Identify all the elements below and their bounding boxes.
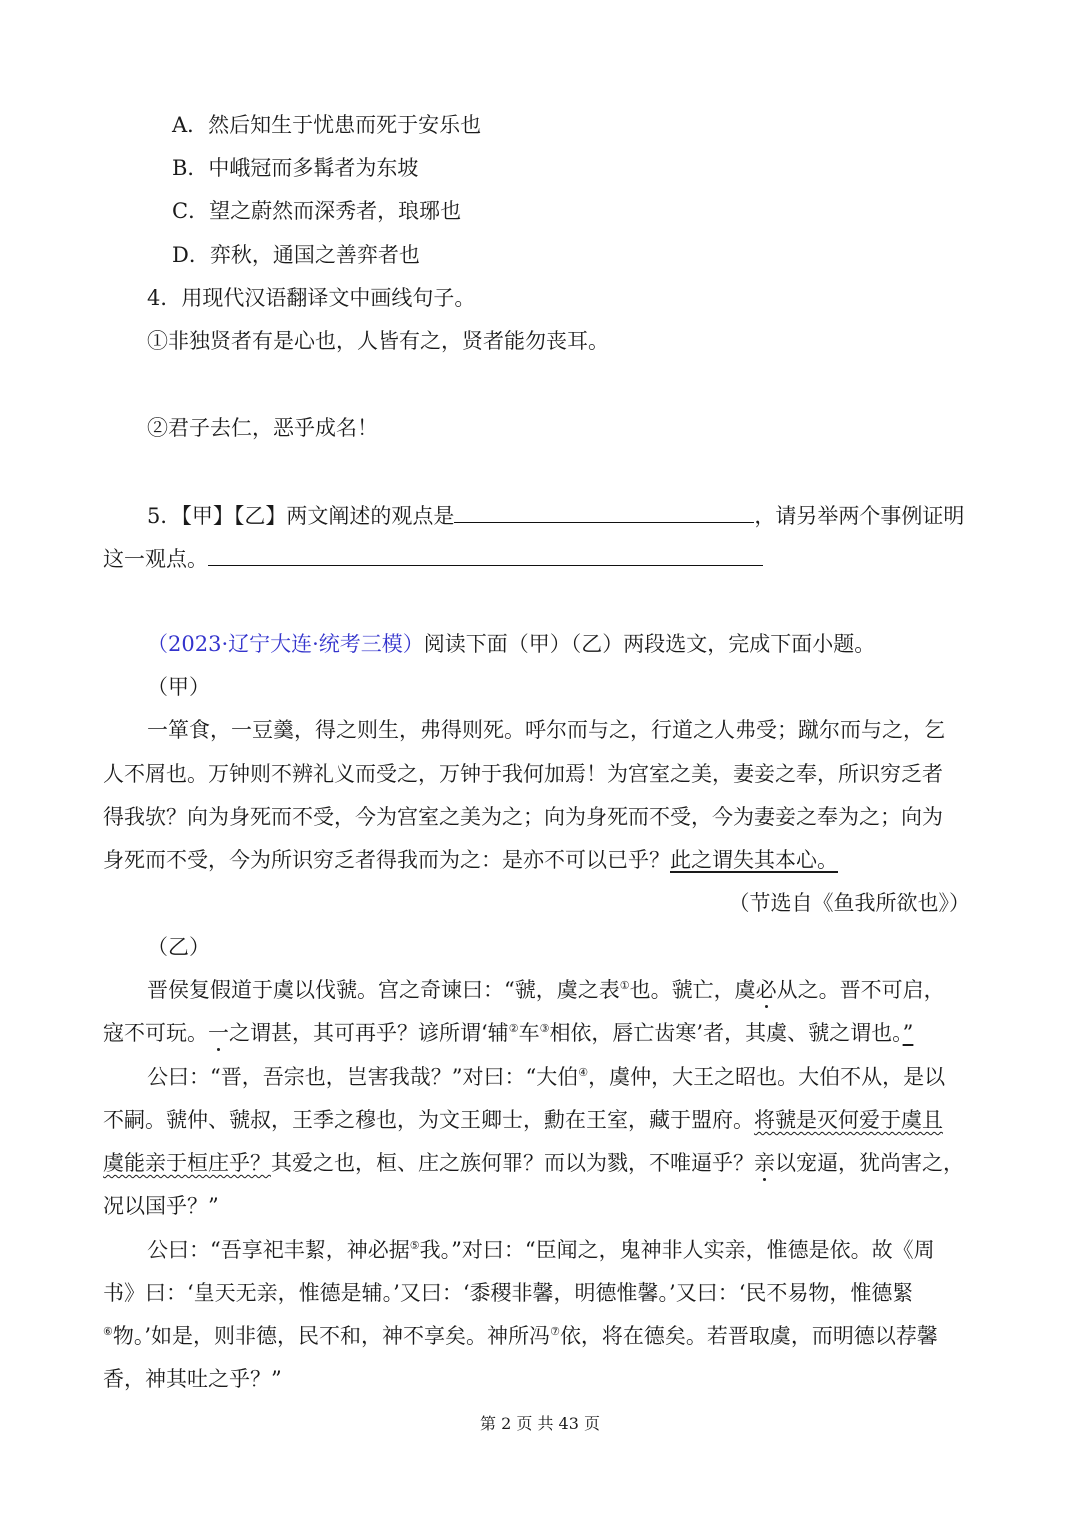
option-d: D．弈秋，通国之善弈者也 [172, 243, 420, 267]
passage-text: 从之。晋不可启， [776, 978, 945, 1002]
source-tag: （2023·辽宁大连·统考三模） [147, 632, 424, 656]
passage-text: 以宠逼，犹尚害之， [775, 1151, 964, 1175]
passage-yi-line-5 [103, 1148, 964, 1178]
question-4-sentence-1: ①非独贤者有是心也，人皆有之，贤者能勿丧耳。 [147, 329, 609, 353]
passage-yi-line-3 [147, 1062, 945, 1092]
underlined-mark: ” [902, 1021, 914, 1045]
passage-text: ，虞仲，大王之昭也。大伯不从，是以 [588, 1065, 946, 1089]
option-c: C．望之蔚然而深秀者，琅琊也 [172, 199, 462, 223]
emphasis-dot-char: 必 [755, 978, 777, 1002]
passage-text: 寇不可玩。 [103, 1021, 208, 1045]
footnote-marker: ④ [578, 1066, 589, 1079]
footnote-marker: ① [619, 979, 630, 992]
passage-text: 公曰：“吾享祀丰絜，神必据 [147, 1238, 410, 1262]
passage-text: 依，将在德矣。若晋取虞，而明德以荐馨 [559, 1324, 938, 1348]
passage-text: 公曰：“晋，吾宗也，岂害我哉？”对曰：“大伯 [147, 1065, 579, 1089]
section-instruction: 阅读下面（甲）（乙）两段选文，完成下面小题。 [423, 632, 876, 656]
emphasis-dot-char: 一 [208, 1021, 229, 1045]
passage-text: 其爱之也，桓、庄之族何罪？而以为戮，不唯逼乎？ [271, 1151, 754, 1175]
passage-yi-line-9 [103, 1321, 938, 1351]
passage-yi-label: （乙） [147, 935, 210, 959]
option-a: A．然后知生于忧患而死于安乐也 [172, 113, 482, 137]
wavy-underlined-sentence: 将虢是灭何爱于虞且 [754, 1108, 943, 1132]
emphasis-dot-char: 亲 [754, 1151, 775, 1175]
passage-yi-line-8: 书》曰：‘皇天无亲，惟德是辅。’又曰：‘黍稷非馨，明德惟馨。’又曰：‘民不易物，惟德緊 [103, 1281, 914, 1305]
footnote-marker: ⑤ [409, 1239, 420, 1252]
question-5-text-a: 5．【甲】【乙】两文阐述的观点是 [147, 504, 455, 528]
passage-text: 我。”对曰：“臣闻之，鬼神非人实亲，惟德是依。故《周 [419, 1238, 935, 1262]
option-b: B．中峨冠而多髯者为东坡 [172, 156, 419, 180]
passage-jia-line-2: 人不屑也。万钟则不辨礼义而受之，万钟于我何加焉！为宫室之美，妻妾之奉，所识穷乏者 [103, 762, 943, 786]
question-4-stem: 4．用现代汉语翻译文中画线句子。 [147, 286, 476, 310]
passage-yi-line-4 [103, 1105, 943, 1135]
answer-blank-2[interactable] [208, 543, 763, 566]
footnote-marker: ③ [539, 1022, 550, 1035]
passage-text: 身死而不受，今为所识穷乏者得我而为之：是亦不可以已乎？ [103, 848, 670, 872]
passage-yi-line-7 [147, 1235, 935, 1265]
passage-text: 相依，唇亡齿寒’者，其虞、虢之谓也。 [549, 1021, 903, 1045]
underlined-sentence: 此之谓失其本心。 [670, 848, 838, 872]
question-5-text-b: ，请另举两个事例证明 [754, 504, 965, 528]
question-5-text-c: 这一观点。 [103, 547, 208, 571]
passage-text: 也。虢亡，虞 [629, 978, 756, 1002]
passage-text: 不嗣。虢仲、虢叔，王季之穆也，为文王卿士，勳在王室，藏于盟府。 [103, 1108, 754, 1132]
passage-yi-line-2 [103, 1018, 913, 1048]
answer-blank-1[interactable] [454, 500, 754, 523]
section-heading [147, 629, 875, 659]
footnote-marker: ⑥ [103, 1325, 113, 1338]
passage-text: 车 [518, 1021, 540, 1045]
passage-jia-source: （节选自《鱼我所欲也》） [728, 891, 970, 915]
footnote-marker: ② [508, 1022, 519, 1035]
question-5-line-1 [147, 500, 964, 531]
passage-yi-line-1 [147, 975, 945, 1005]
page-footer: 第 2 页 共 43 页 [480, 1414, 600, 1433]
passage-text: 物。’如是，则非德，民不和，神不享矣。神所冯 [112, 1324, 551, 1348]
passage-text: 晋侯复假道于虞以伐虢。宫之奇谏曰：“虢，虞之表 [147, 978, 620, 1002]
passage-yi-line-6: 况以国乎？” [103, 1194, 219, 1218]
passage-jia-label: （甲） [147, 675, 210, 699]
wavy-underlined-sentence: 虞能亲于桓庄乎？ [103, 1151, 271, 1175]
question-5-line-2 [103, 543, 763, 574]
passage-jia-line-4 [103, 845, 838, 875]
footnote-marker: ⑦ [550, 1325, 560, 1338]
passage-text: 之谓甚，其可再乎？谚所谓‘辅 [229, 1021, 509, 1045]
passage-jia-line-3: 得我欤？向为身死而不受，今为宫室之美为之；向为身死而不受，今为妻妾之奉为之；向为 [103, 805, 943, 829]
passage-yi-line-10: 香，神其吐之乎？” [103, 1367, 282, 1391]
question-4-sentence-2: ②君子去仁，恶乎成名！ [147, 416, 378, 440]
passage-jia-line-1: 一箪食，一豆羹，得之则生，弗得则死。呼尔而与之，行道之人弗受；蹴尔而与之，乞 [147, 718, 945, 742]
